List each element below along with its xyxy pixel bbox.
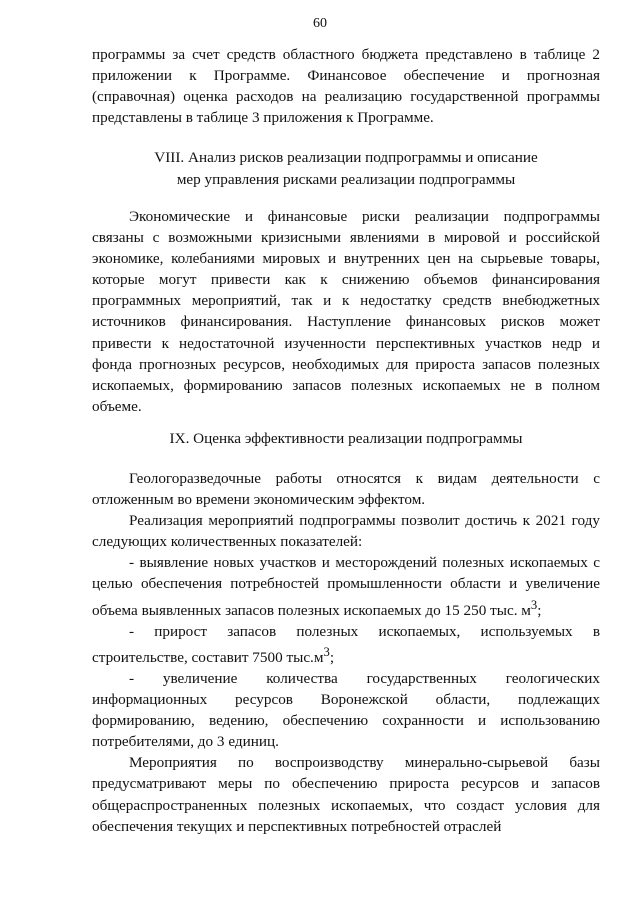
section-9-title: IX. Оценка эффективности реализации подпрограммы — [169, 430, 523, 447]
section-8-paragraph: Экономические и финансовые риски реализации подпрограммы связаны с возможными кризисными явлениями в мировой и российской экономике, колебаниями мировых и внутренних цен на сырьевые товары, которые могут привести как к снижению объемов финансирования программных мероприятий, так и к недостатку средств внебюджетных источников финансирования. Наступление финансовых рисков может привести к недостаточной изученности перспективных участков недр и фонда прогнозных ресурсов, необходимых для прироста запасов полезных ископаемых, формированию запасов полезных ископаемых не в полном объеме. — [92, 208, 600, 415]
indicator-item-3: - увеличение количества государственных геологических информационных ресурсов Воронежской области, подлежащих формированию, ведению, обеспечению сохранности и использованию потребителями, до 3 единиц. — [92, 669, 600, 751]
intro-block — [92, 44, 600, 128]
section-9-paragraph-1: Геологоразведочные работы относятся к видам деятельности с отложенным во времени экономическим эффектом. — [92, 470, 600, 509]
indicator-item-2 — [92, 621, 600, 668]
indicator-item-1-superscript: 3 — [530, 597, 538, 612]
indicator-item-2-end: ; — [329, 648, 335, 666]
indicator-item-1 — [92, 552, 600, 620]
page-number: 60 — [313, 16, 327, 31]
indicator-item-2-superscript: 3 — [323, 644, 330, 659]
section-8-heading — [92, 147, 600, 191]
section-9-heading — [92, 428, 600, 450]
indicator-item-1-end: ; — [537, 601, 542, 619]
section-9-body — [92, 468, 600, 837]
section-8-title-line-1: VIII. Анализ рисков реализации подпрограммы и описание — [154, 149, 538, 166]
section-8-title-line-2: мер управления рисками реализации подпрограммы — [176, 171, 516, 188]
section-8-body — [92, 206, 600, 417]
indicator-item-1-text: - выявление новых участков и месторождений полезных ископаемых с целью обеспечения потребностей промышленности области и увеличение объема выявленных запасов полезных ископаемых до 15 250 тыс. м — [92, 554, 600, 619]
indicator-item-2-text: - прирост запасов полезных ископаемых, используемых в строительстве, составит 7500 тыс.м — [92, 622, 600, 666]
section-9-paragraph-2: Реализация мероприятий подпрограммы позволит достичь к 2021 году следующих количественных показателей: — [92, 512, 600, 551]
section-9-paragraph-3: Мероприятия по воспроизводству минерально-сырьевой базы предусматривают меры по обеспечению прироста ресурсов и запасов общераспространенных полезных ископаемых, что создаст условия для обеспечения текущих и перспективных потребностей отраслей — [92, 754, 600, 835]
intro-paragraph: программы за счет средств областного бюджета представлено в таблице 2 приложении к Программе. Финансовое обеспечение и прогнозная (справочная) оценка расходов на реализацию государственной программы представлены в таблице 3 приложения к Программе. — [92, 46, 600, 127]
